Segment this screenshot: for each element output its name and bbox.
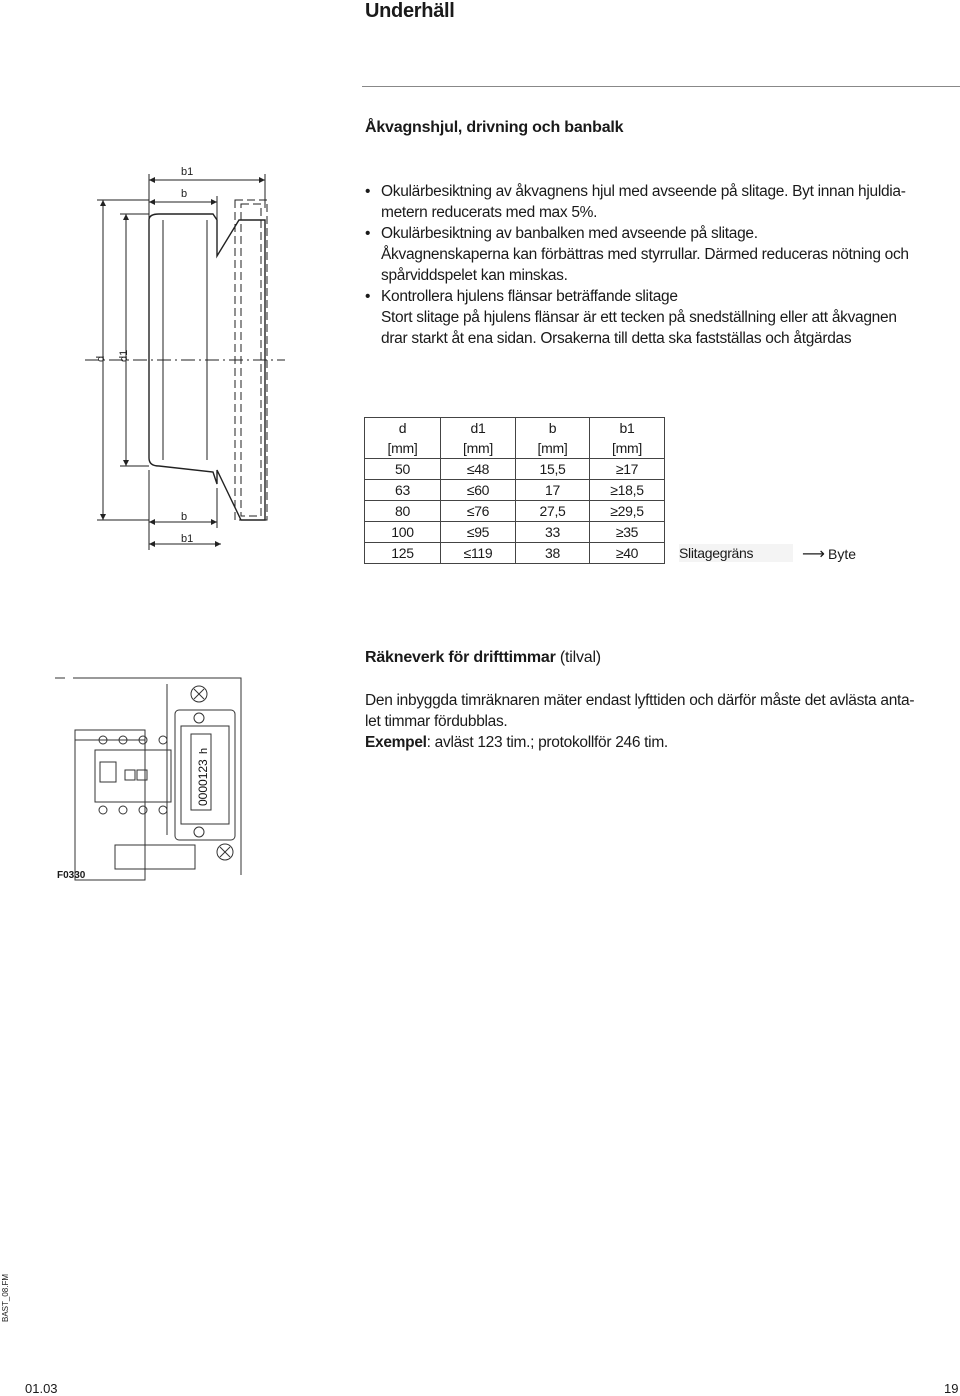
table-cell: ≥29,5 bbox=[590, 501, 665, 522]
table-cell: 50 bbox=[365, 459, 441, 480]
table-row bbox=[365, 480, 665, 501]
section-title-hour-meter: Räkneverk för drifttimmar (tilval) bbox=[365, 649, 601, 666]
counter-display: 0000123 bbox=[196, 759, 210, 806]
header-b1: b1 [mm] bbox=[590, 418, 665, 459]
wheel-diagram bbox=[85, 160, 285, 555]
counter-unit: h bbox=[198, 747, 210, 754]
example-label: Exempel bbox=[365, 734, 427, 751]
label-d1: d1 bbox=[118, 349, 130, 362]
table-cell: 17 bbox=[516, 480, 590, 501]
arrow-right-icon: ⟶ bbox=[802, 546, 825, 563]
table-row bbox=[365, 543, 665, 564]
page-title: Underhäll bbox=[365, 0, 455, 22]
table-row bbox=[365, 522, 665, 543]
table-cell: ≥35 bbox=[590, 522, 665, 543]
header-b: b [mm] bbox=[516, 418, 590, 459]
replace-label: Byte bbox=[828, 546, 857, 562]
label-b1-top: b1 bbox=[181, 166, 194, 178]
table-row bbox=[365, 459, 665, 480]
page-number: 19 bbox=[944, 1381, 959, 1396]
label-b-bottom: b bbox=[181, 511, 188, 523]
footer-date: 01.03 bbox=[25, 1381, 58, 1396]
header-divider bbox=[362, 86, 960, 87]
wear-limit-table bbox=[364, 417, 665, 564]
figure-code: F0330 bbox=[57, 870, 86, 881]
list-item: • Kontrollera hjulens flänsar beträffande slitage Stort slitage på hjulens flänsar är ett tecken på snedställning eller att åkvagnen drar starkt åt ena sidan. Orsakerna till detta ska fastställas och åtgärdas bbox=[365, 286, 955, 349]
label-b-top: b bbox=[181, 188, 188, 200]
table-cell: 80 bbox=[365, 501, 441, 522]
table-row bbox=[365, 501, 665, 522]
header-d1: d1 [mm] bbox=[441, 418, 516, 459]
hour-meter-figure bbox=[55, 670, 245, 885]
inspection-list bbox=[365, 181, 955, 349]
table-cell: ≤60 bbox=[441, 480, 516, 501]
list-item: • Okulärbesiktning av banbalken med avseende på slitage. Åkvagnenskaperna kan förbättras med styrrullar. Därmed reduceras nötning och spårviddspelet kan minskas. bbox=[365, 223, 955, 286]
file-code: BAST_08.FM bbox=[1, 1273, 10, 1322]
label-d: d bbox=[95, 355, 107, 362]
header-d: d [mm] bbox=[365, 418, 441, 459]
wear-limit-label: Slitagegräns bbox=[679, 544, 793, 562]
table-cell: ≥40 bbox=[590, 543, 665, 564]
table-cell: 27,5 bbox=[516, 501, 590, 522]
hour-meter-text: Den inbyggda timräknaren mäter endast lyfttiden och därför måste det avlästa anta- let timmar fördubblas. Exempel: avläst 123 tim.; protokollför 246 tim. bbox=[365, 692, 915, 751]
table-header-row bbox=[365, 418, 665, 459]
table-cell: ≤48 bbox=[441, 459, 516, 480]
table-cell: 125 bbox=[365, 543, 441, 564]
table-cell: ≥18,5 bbox=[590, 480, 665, 501]
table-cell: 33 bbox=[516, 522, 590, 543]
table-cell: 38 bbox=[516, 543, 590, 564]
section-title-wheels: Åkvagnshjul, drivning och banbalk bbox=[365, 119, 624, 136]
table-cell: ≤95 bbox=[441, 522, 516, 543]
list-item: • Okulärbesiktning av åkvagnens hjul med avseende på slitage. Byt innan hjuldia- metern reducerats med max 5%. bbox=[365, 181, 955, 223]
table-cell: 15,5 bbox=[516, 459, 590, 480]
table-cell: ≤119 bbox=[441, 543, 516, 564]
table-cell: ≥17 bbox=[590, 459, 665, 480]
table-cell: 63 bbox=[365, 480, 441, 501]
label-b1-bottom: b1 bbox=[181, 533, 194, 545]
table-cell: ≤76 bbox=[441, 501, 516, 522]
table-cell: 100 bbox=[365, 522, 441, 543]
